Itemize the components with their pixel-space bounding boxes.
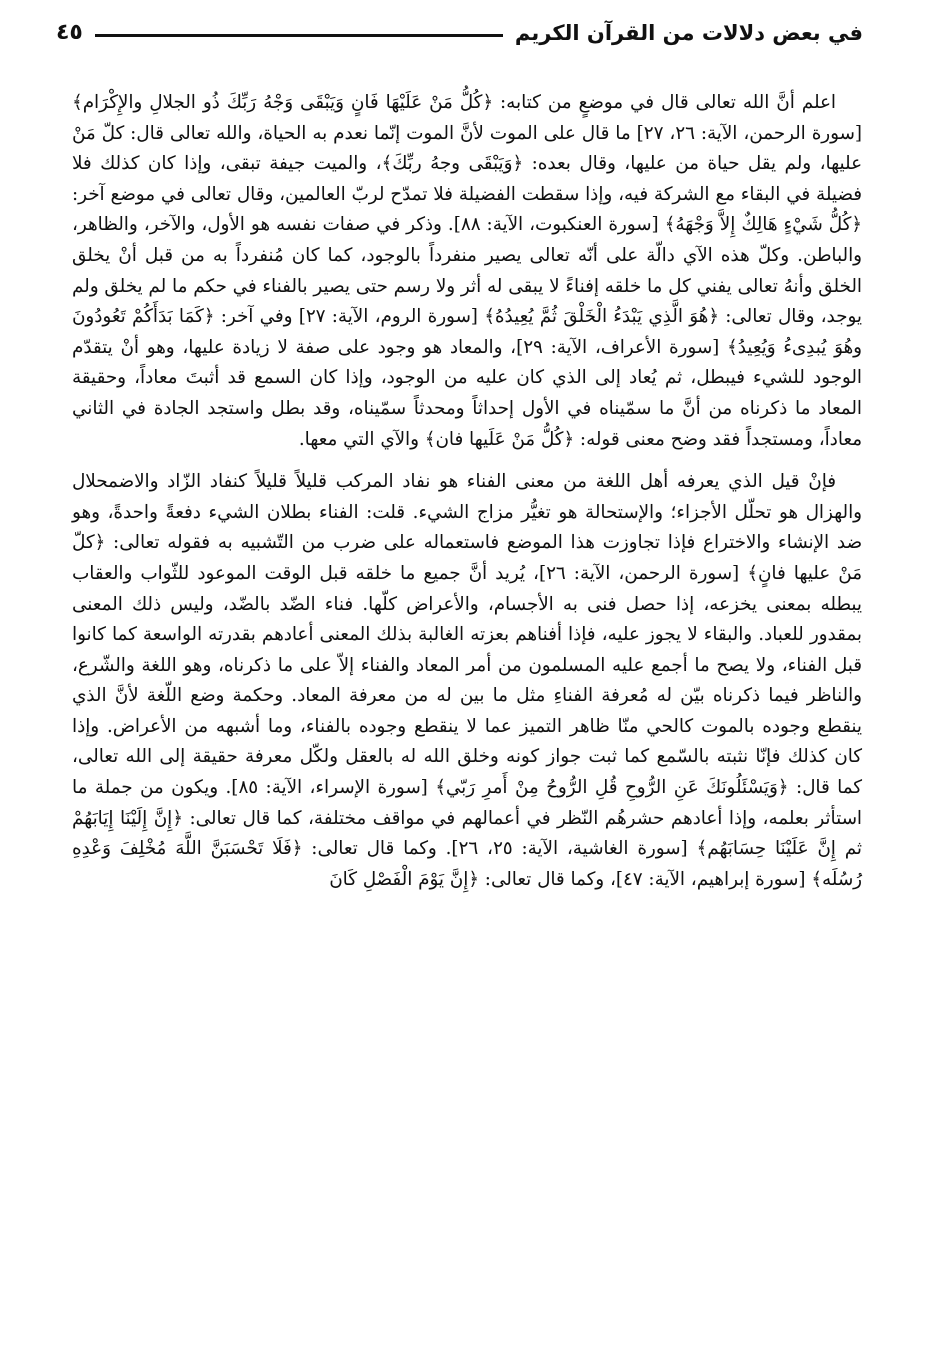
paragraph-text: اعلم أنَّ الله تعالى قال في موضعٍ من كتابه: ﴿كُلُّ مَنْ عَلَيْهَا فَانٍ وَيَبْقَى وَجْهُ رَبِّكَ ذُو الجلالِ والإِكْرَام﴾ [سورة الرحمن، الآية: ٢٦، ٢٧] ما قال على الموت لأنَّ الموت إنّما نعدم به الحياة، والله تعالى قال: كلّ مَنْ عليها، ولم يقل حياة من عليها، وقال بعده: ﴿وَيَبْقَى وجهُ ربِّكَ﴾، والميت جيفة تبقى، وإذا كان كذلك فلا فضيلة في البقاء مع الشركة فيه، وإذا سقطت الفضيلة فلا تمدّح لربّ العالمين، وقال تعالى في موضع آخر: ﴿كُلُّ شَيْءٍ هَالِكٌ إِلاَّ وَجْهَهُ﴾ [سورة العنكبوت، الآية: ٨٨]. وذكر في صفات نفسه هو الأول، والآخر، والظاهر، والباطن. وكلّ هذه الآي دالّة على أنّه تعالى يصير منفرداً بالوجود، كما كان مُنفرداً به من قبل أنْ يخلق الخلق وأنهُ تعالى يفني كل ما خلقه إفناءً لا يبقى له أثر ولا رسم حتى يصير بالفناء في حكم ما لم يخلق ولم يوجد، وقال تعالى: ﴿هُوَ الَّذِي يَبْدَءُ الْخَلْقَ ثُمَّ يُعِيدُهُ﴾ [سورة الروم، الآية: ٢٧] وفي آخر: ﴿كَمَا بَدَأَكُمْ تَعُودُونَ وهُوَ يُبدِىءُ وَيُعِيدُ﴾ [سورة الأعراف، الآية: ٢٩]، والمعاد هو وجود على صفة لا زيادة عليها، وهو أنْ يتقدّم الوجود للشيء فيبطل، ثم يُعاد إلى الذي كان عليه من الوجود، وإذا كان السمع قد أثبتَ معاداً، وحقيقة المعاد ما ذكرناه من أنَّ ما سمّيناه في الأول إحداثاً ومحدثاً سمّيناه، وقد بطل واستجد الجادة في الثاني معاداً، ومستجداً فقد وضح معنى قوله: ﴿كُلُّ مَنْ عَلَيها فان﴾ والآي التي معها. — [72, 92, 863, 450]
body-text — [72, 88, 862, 895]
running-title: في بعض دلالات من القرآن الكريم — [514, 21, 863, 45]
page-number: ٤٥ — [56, 20, 83, 45]
paragraph-text: فإنْ قيل الذي يعرفه أهل اللغة من معنى الفناء هو نفاد المركب قليلاً قليلاً كنفاد الزّاد والاضمحلال والهزال هو تحلّل الأجزاء؛ والإستحالة هو تغيُّر مزاج الشيء. قلت: الفناء بطلان الشيء دفعةً واحدةً، وهو ضد الإنشاء والاختراع فإذا تجاوزت هذا الموضع فاستعماله على ضرب من التّشبيه به فقوله تعالى: ﴿كلّ مَنْ عليها فانٍ﴾ [سورة الرحمن، الآية: ٢٦]، يُريد أنَّ جميع ما خلقه قبل الوقت الموعود للثّواب والعقاب يبطله بمعنى يخزعه، إذا حصل فنى به الأجسام، والأعراض كلّها. فناء الضّد بالضّد، وليس ذلك المعنى بمقدور للعباد. والبقاء لا يجوز عليه، فإذا أفناهم بعزته الغالبة بذلك المعنى أعادهم بقدرته الواسعة كما كانوا قبل الفناء، ولا يصح ما أجمع عليه المسلمون من أمر المعاد والفناء إلاّ على ما ذكرناه، وهو اللغة والشّرع، والناظر فيما ذكرناه بيّن له مُعرفة الفناءِ مثل ما بين له من معرفة المعاد. وحكمة وضع اللّغة لأنَّ الذي ينقطع وجوده بالموت كالحي منّا ظاهر التميز عما لا ينقطع وجوده بالفناء، وما أشبهه من الأعراض. وإذا كان كذلك فإنّا نثبته بالسّمع كما ثبت جواز كونه وخلق الله له بالعقل ولكّل معرفة حقيقة إلى الله تعالى، كما قال: ﴿وَيَسْئَلُونَكَ عَنِ الرُّوحِ قُلِ الرُّوحُ مِنْ أَمرِ رَبّي﴾ [سورة الإسراء، الآية: ٨٥]. ويكون من جملة ما استأثر بعلمه، وإذا أعادهم حشرهُم النّظر في أعمالهم في مواقف مختلفة، كما قال تعالى: ﴿إِنَّ إِلَيْنَا إِيَابَهُمْ ثم إِنَّ عَلَيْنَا حِسَابَهُم﴾ [سورة الغاشية، الآية: ٢٥، ٢٦]. وكما قال تعالى: ﴿فَلَا تَحْسَبَنَّ اللَّهَ مُخْلِفَ وَعْدِهِ رُسُلَه﴾ [سورة إبراهيم، الآية: ٤٧]، وكما قال تعالى: ﴿إِنَّ يَوْمَ الْفَصْلِ كَانَ — [72, 471, 862, 890]
paragraph-2 — [72, 467, 862, 895]
paragraph-1 — [72, 88, 862, 455]
page-header — [56, 22, 863, 44]
header-rule — [95, 34, 503, 37]
